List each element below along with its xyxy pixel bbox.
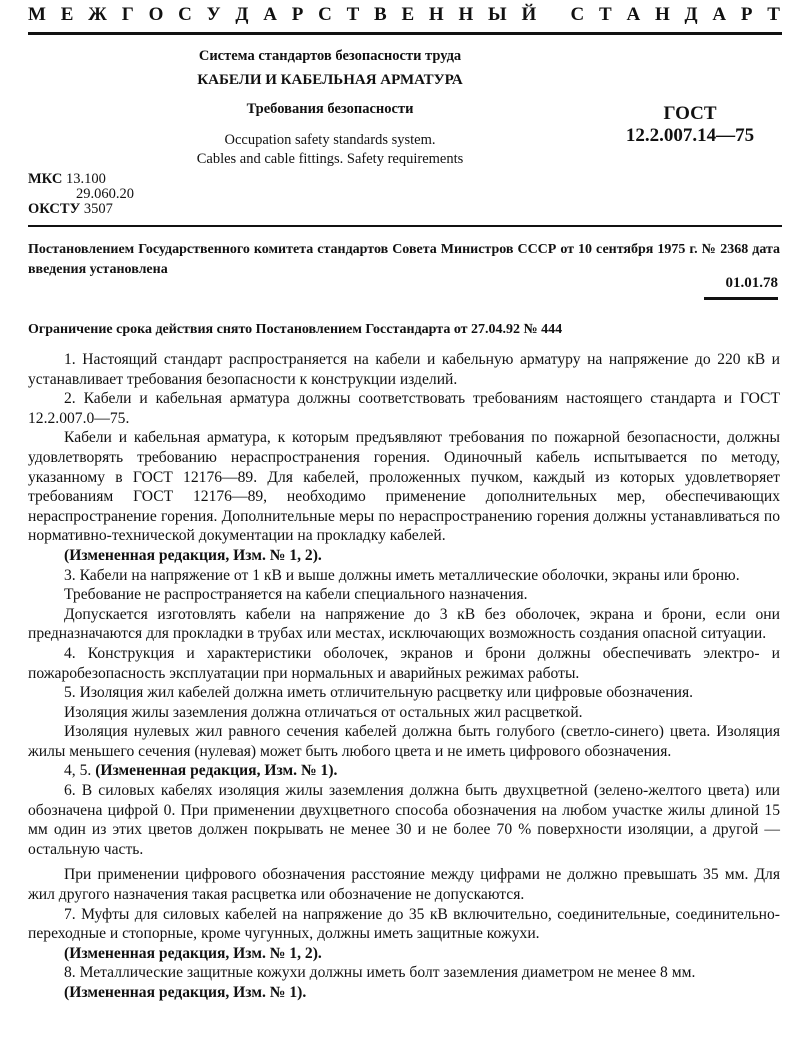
paragraph-3: 3. Кабели на напряжение от 1 кВ и выше должны иметь металлические оболочки, экраны или броню. [64, 566, 740, 584]
section-rule [28, 225, 782, 227]
banner-letter: С [318, 4, 332, 25]
paragraph-2-fire: Кабели и кабельная арматура, к которым предъявляют требования по пожарной безопасности, должны удовлетворять требованию нераспространения горения. Одиночный кабель испытывается по методу, указанному в ГОСТ 12176—89. Для кабелей, проложенных пучком, каждый из которых удовлетворяет требованиям ГОСТ 12176—89, необходимо применение дополнительных мер, обеспечивающих нераспространение горения. Дополнительные меры по нераспространению горения должны устанавливаться по нормативно-технической документации на прокладку кабелей. [28, 429, 780, 545]
okstu-classification [28, 202, 113, 217]
banner-letter: Д [235, 4, 249, 25]
okstu-code: 3507 [83, 201, 113, 217]
amendment-note-8: (Измененная редакция, Изм. № 1). [64, 984, 307, 1001]
document-title: КАБЕЛИ И КАБЕЛЬНАЯ АРМАТУРА [197, 72, 463, 88]
banner-letter: Т [346, 4, 360, 25]
introduction-date: 01.01.78 [725, 275, 778, 291]
mks-classification [28, 172, 106, 187]
paragraph-3-exception: Требование не распространяется на кабели специального назначения. [64, 586, 528, 604]
amendment-note-4-5 [28, 761, 780, 781]
amendment-note: (Измененная редакция, Изм. № 1, 2). [64, 546, 322, 564]
paragraph-6-digital: При применении цифрового обозначения расстояние между цифрами не должно превышать 35 мм. Для жил другого назначения такая расцветка или обозначение не допускаются. [28, 866, 780, 904]
system-title: Система стандартов безопасности труда [198, 48, 462, 64]
paragraph-6: 6. В силовых кабелях изоляция жилы заземления должна быть двухцветной (зелено-желтого цвета) или обозначена цифрой 0. При применении двухцветного способа обозначения на любом участке жилы длиной 15 мм один из этих цветов должен покрывать не менее 30 и не более 70 % поверхности изоляции, а другой — остальную часть. [28, 782, 780, 858]
standard-banner [28, 4, 780, 26]
banner-letter: Ы [488, 4, 507, 25]
banner-letter: У [206, 4, 221, 25]
banner-letter [551, 4, 556, 26]
amendment-note-7: (Измененная редакция, Изм. № 1, 2). [64, 944, 322, 962]
english-title-line1: Occupation safety standards system. [224, 132, 436, 148]
document-subtitle: Требования безопасности [246, 101, 414, 117]
mks-label: МКС [28, 171, 63, 187]
banner-letter: Р [291, 4, 304, 25]
paragraph-8: 8. Металлические защитные кожухи должны иметь болт заземления диаметром не менее 8 мм. [64, 964, 696, 982]
paragraph-3-allowance: Допускается изготовлять кабели на напряжение до 3 кВ без оболочек, экрана и брони, если они предназначаются для прокладки в трубах или местах, исключающих возможность создания опасной ситуации. [28, 605, 780, 643]
banner-letter: Й [521, 4, 537, 25]
amendment-text: (Измененная редакция, Изм. № 1). [95, 762, 338, 780]
banner-letter: Н [654, 4, 670, 25]
banner-letter: Г [121, 4, 134, 25]
banner-letter: А [712, 4, 727, 25]
amendment-prefix: 4, 5. [64, 762, 96, 780]
banner-letter: А [626, 4, 641, 25]
date-underline [704, 297, 778, 300]
banner-letter: А [263, 4, 277, 25]
banner-letter: Е [401, 4, 415, 25]
banner-letter: О [148, 4, 164, 25]
banner-letter: С [570, 4, 585, 25]
banner-letter: Н [428, 4, 444, 25]
limit-removed-note: Ограничение срока действия снято Постановлением Госстандарта от 27.04.92 № 444 [28, 322, 563, 337]
document-body [28, 350, 780, 1003]
banner-letter: М [28, 4, 46, 25]
paragraph-5: 5. Изоляция жил кабелей должна иметь отличительную расцветку или цифровые обозначения. [64, 684, 694, 702]
gost-label: ГОСТ [663, 103, 717, 124]
paragraph-7: 7. Муфты для силовых кабелей на напряжение до 35 кВ включительно, соединительные, соединительно-переходные и стопорные, кроме чугунных, должны иметь защитные кожухи. [28, 905, 780, 943]
banner-letter: Д [684, 4, 698, 25]
banner-letter: Р [740, 4, 753, 25]
banner-letter: С [178, 4, 192, 25]
gost-number: 12.2.007.14—75 [625, 125, 755, 146]
paragraph-4: 4. Конструкция и характеристики оболочек, экранов и брони должны обеспечивать электро- и пожаробезопасность эксплуатации при нормальных и аварийных режимах работы. [28, 644, 780, 682]
paragraph-1: 1. Настоящий стандарт распространяется на кабели и кабельную арматуру на напряжение до 220 кВ и устанавливает требования безопасности к конструкции изделий. [28, 351, 780, 388]
paragraph-2: 2. Кабели и кабельная арматура должны соответствовать требованиям настоящего стандарта и ГОСТ 12.2.007.0—75. [28, 390, 780, 427]
decree-text: Постановлением Государственного комитета стандартов Совета Министров СССР от 10 сентября 1975 г. № 2368 дата введения установлена [28, 242, 780, 277]
mks-code-1: 13.100 [65, 171, 106, 187]
okstu-label: ОКСТУ [28, 201, 81, 217]
banner-letter: Т [599, 4, 612, 25]
paragraph-5-ground: Изоляция жилы заземления должна отличаться от остальных жил расцветкой. [64, 703, 583, 721]
english-title-line2: Cables and cable fittings. Safety requirements [196, 151, 464, 167]
mks-code-2: 29.060.20 [76, 186, 134, 202]
banner-letter: Е [60, 4, 74, 25]
banner-letter: Т [767, 4, 780, 25]
paragraph-5-neutral: Изоляция нулевых жил равного сечения кабелей должна быть голубого (светло-синего) цвета. Изоляция жилы меньшего сечения (нулевая) может быть любого цвета и не иметь цифрового обозначения. [28, 723, 780, 760]
top-rule [28, 32, 782, 35]
banner-letter: В [374, 4, 387, 25]
banner-letter: Ж [88, 4, 107, 25]
banner-letter: Н [458, 4, 474, 25]
